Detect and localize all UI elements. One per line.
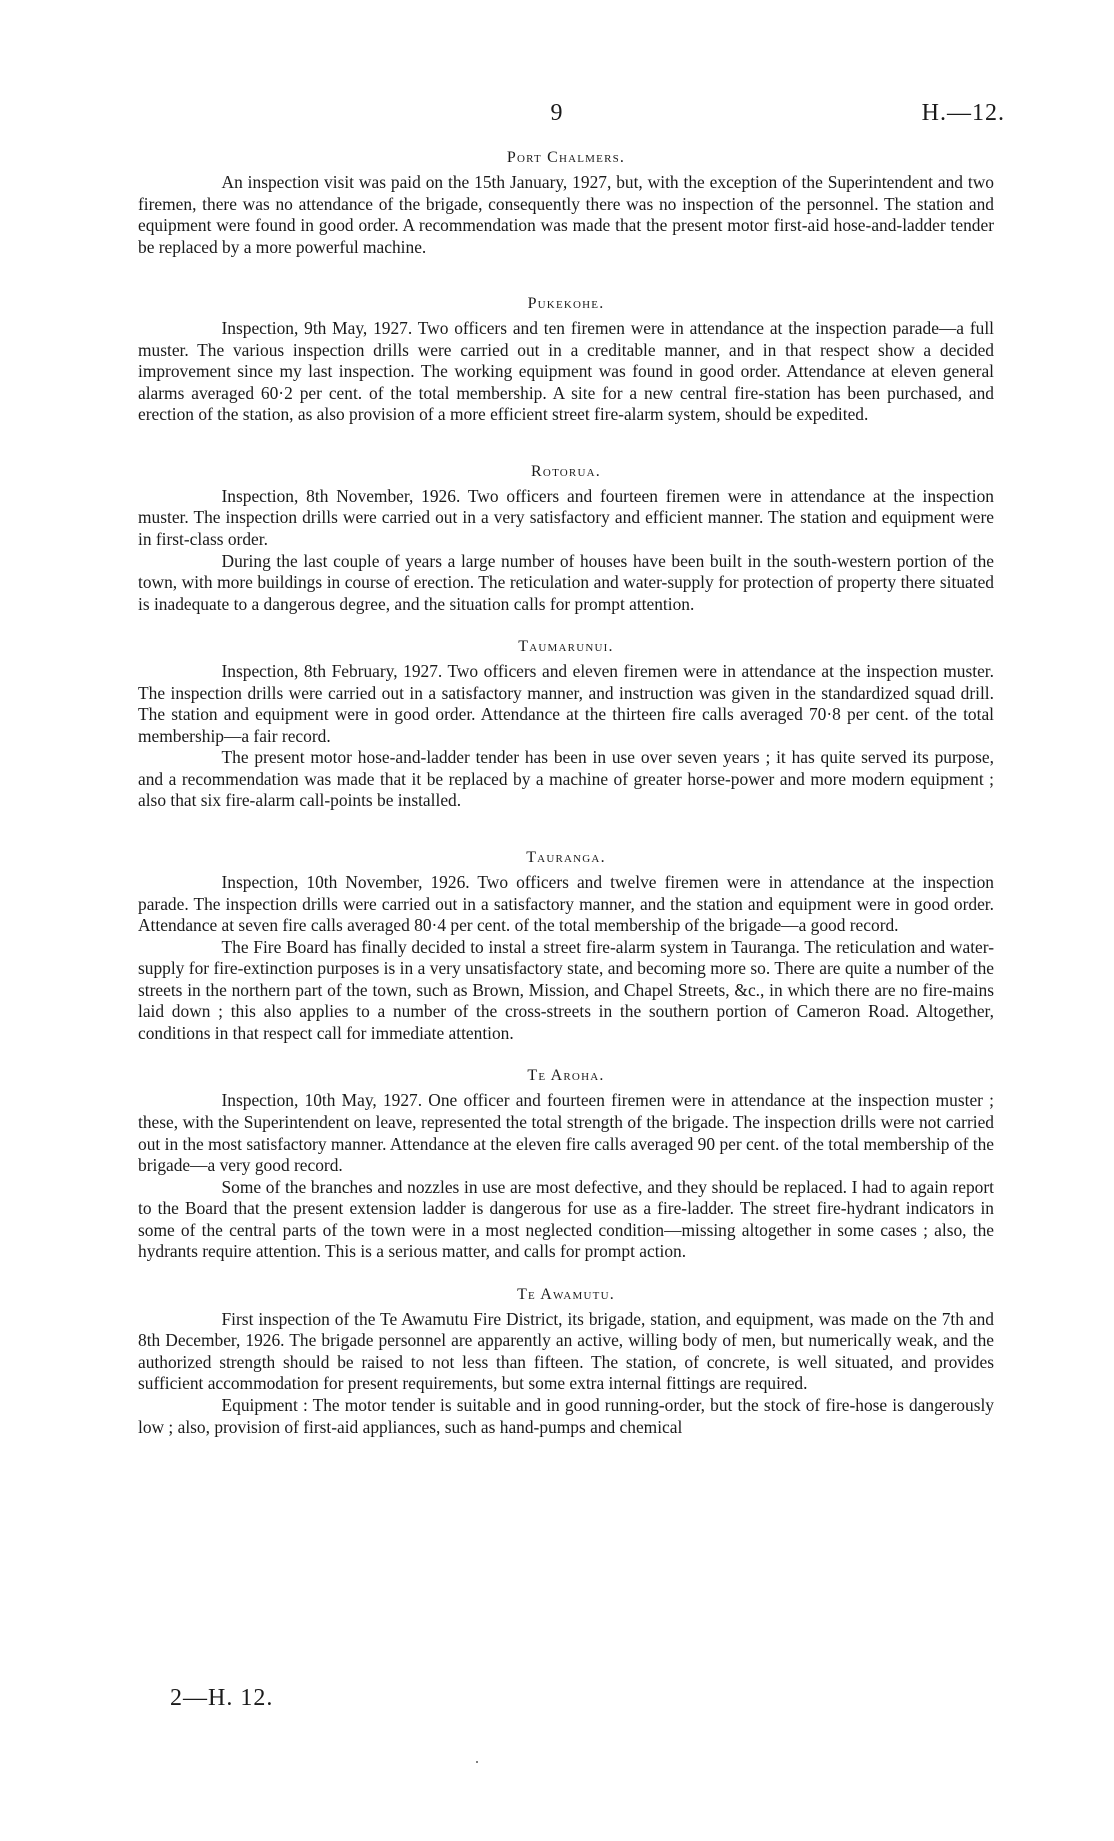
section-paragraph: The present motor hose-and-ladder tender has been in use over seven years ; it has quite served its purpose, and a recommendation was made that it be replaced by a machine of greater horse-power and more modern equipment ; also that six fire-alarm call-points be installed. [138, 747, 994, 811]
section-paragraph: First inspection of the Te Awamutu Fire District, its brigade, station, and equipment, was made on the 7th and 8th December, 1926. The brigade personnel are apparently an active, willing body of men, but numerically weak, and the authorized strength should be raised to not less than fifteen. The station, of concrete, is well situated, and provides sufficient accommodation for present requirements, but some extra internal fittings are required. [138, 1308, 994, 1394]
signature-mark: 2—H. 12. [170, 1685, 274, 1711]
print-speck [476, 1761, 478, 1763]
section-heading: Tauranga. [526, 849, 606, 867]
section-paragraph: Some of the branches and nozzles in use are most defective, and they should be replaced. I had to again report to the Board that the present extension ladder is dangerous for use as a fire-ladder. The street fire-hydrant indicators in some of the central parts of the town were in a most neglected condition—missing altogether in some cases ; also, the hydrants require attention. This is a serious matter, and calls for prompt action. [138, 1176, 994, 1262]
section-tauranga [138, 848, 994, 1044]
page-number: 9 [550, 100, 564, 126]
section-port-chalmers [138, 148, 994, 258]
section-heading: Pukekohe. [527, 295, 605, 313]
section-paragraph: The Fire Board has finally decided to instal a street fire-alarm system in Tauranga. The reticulation and water-supply for fire-extinction purposes is in a very unsatisfactory state, and becoming more so. There are quite a number of the streets in the northern part of the town, such as Brown, Mission, and Chapel Streets, &c., in which there are no fire-mains laid down ; this also applies to a number of the cross-streets in the southern portion of Cameron Road. Altogether, conditions in that respect call for immediate attention. [138, 936, 994, 1043]
section-paragraph: Equipment : The motor tender is suitable and in good running-order, but the stock of fire-hose is dangerously low ; also, provision of first-aid appliances, such as hand-pumps and chemical [138, 1394, 994, 1437]
document-body [138, 148, 994, 1438]
section-taumarunui [138, 637, 994, 812]
section-rotorua [138, 462, 994, 615]
section-paragraph: Inspection, 10th May, 1927. One officer and fourteen firemen were in attendance at the inspection muster ; these, with the Superintendent on leave, represented the total strength of the brigade. The inspection drills were not carried out in the most satisfactory manner. Attendance at the eleven fire calls averaged 90 per cent. of the total membership of the brigade—a very good record. [138, 1090, 994, 1176]
page-reference: H.—12. [921, 100, 1005, 126]
section-paragraph: During the last couple of years a large number of houses have been built in the south-western portion of the town, with more buildings in course of erection. The reticulation and water-supply for protection of property there situated is inadequate to a dangerous degree, and the situation calls for prompt attention. [138, 550, 994, 614]
section-heading: Taumarunui. [518, 638, 614, 656]
section-heading: Te Aroha. [527, 1067, 605, 1085]
section-paragraph: Inspection, 9th May, 1927. Two officers and ten firemen were in attendance at the inspection parade—a full muster. The various inspection drills were carried out in a creditable manner, and in that respect show a decided improvement since my last inspection. The working equipment was found in good order. Attendance at eleven general alarms averaged 60·2 per cent. of the total membership. A site for a new central fire-station has been purchased, and erection of the station, as also provision of a more efficient street fire-alarm system, should be expedited. [138, 318, 994, 425]
section-heading: Rotorua. [531, 462, 601, 480]
section-paragraph: Inspection, 8th November, 1926. Two officers and fourteen firemen were in attendance at the inspection muster. The inspection drills were carried out in a very satisfactory and efficient manner. The station and equipment were in first-class order. [138, 485, 994, 550]
section-te-aroha [138, 1066, 994, 1262]
section-pukekohe [138, 294, 994, 426]
section-heading: Te Awamutu. [517, 1285, 615, 1303]
section-heading: Port Chalmers. [506, 149, 626, 166]
section-paragraph: Inspection, 10th November, 1926. Two officers and twelve firemen were in attendance at the inspection parade. The inspection drills were carried out in a satisfactory manner, and the station and equipment were in good order. Attendance at seven fire calls averaged 80·4 per cent. of the total membership of the brigade—a good record. [138, 872, 994, 936]
section-te-awamutu [138, 1285, 994, 1438]
section-paragraph: An inspection visit was paid on the 15th January, 1927, but, with the exception of the Superintendent and two firemen, there was no attendance of the brigade, consequently there was no inspection of the personnel. The station and equipment were found in good order. A recommendation was made that the present motor first-aid hose-and-ladder tender be replaced by a more powerful machine. [138, 172, 994, 257]
section-paragraph: Inspection, 8th February, 1927. Two officers and eleven firemen were in attendance at the inspection muster. The inspection drills were carried out in a satisfactory manner, and instruction was given in the standardized squad drill. The station and equipment were in good order. Attendance at the thirteen fire calls averaged 70·8 per cent. of the total membership—a fair record. [138, 661, 994, 746]
